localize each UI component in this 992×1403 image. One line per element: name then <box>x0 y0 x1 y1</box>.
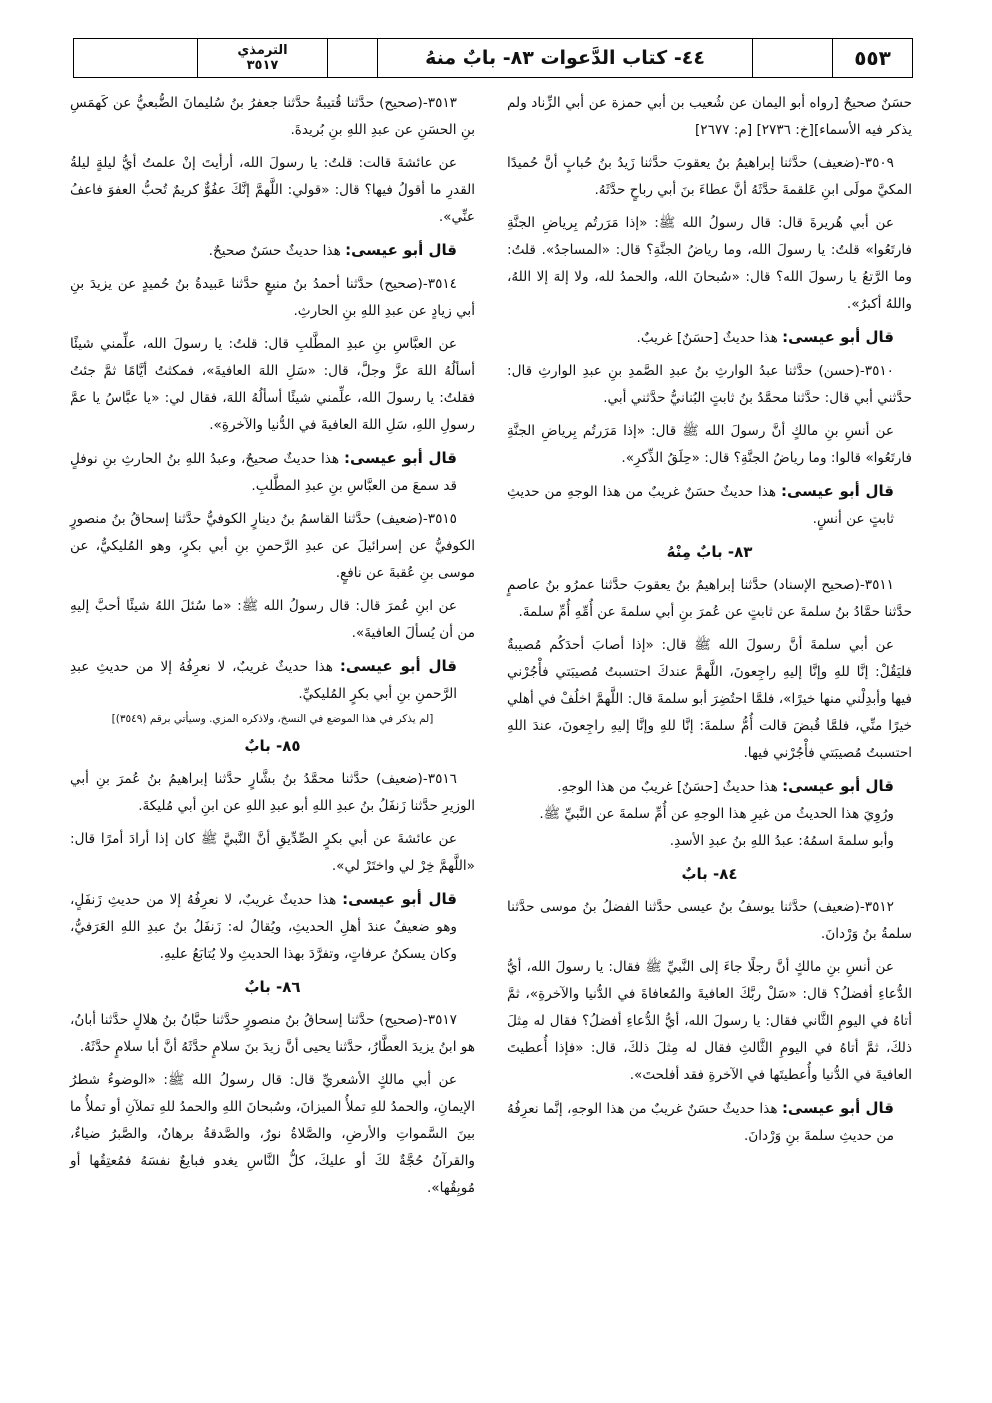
abu-isa-comment-3512 <box>507 1095 912 1150</box>
comment-text: هذا حديثٌ [حسَنٌ] غريبٌ من هذا الوجهِ. <box>557 779 778 795</box>
narration-note-1: ورُوِيَ هذا الحديثُ من غيرِ هذا الوجهِ عن أُمِّ سلمةَ عن النَّبيِّ ﷺ. <box>539 806 894 822</box>
header-empty-cell <box>752 39 832 77</box>
hadith-matn-3512: عن أنسِ بنِ مالكٍ أنَّ رجلًا جاءَ إلى النَّبيِّ ﷺ فقال: يا رسولَ الله، أيُّ الدُّعاءِ أفضلُ؟ قال: «سَلْ ربَّكَ العافيةَ والمُعافاةَ في الدُّنيا والآخرةِ»، ثمَّ أتاهُ في اليومِ الثَّاني فقال: يا رسولَ الله، أيُّ الدُّعاءِ أفضلُ؟ فقال له مِثلَ ذلكَ، ثمَّ أتاهُ في اليومِ الثَّالثِ فقال له مِثلَ ذلكَ، قال: «فإذا أُعطيتَ العافيةَ في الدُّنيا وأُعطيتَها في الآخرةِ فقد أفلحتَ». <box>507 959 912 1083</box>
abu-isa-label: قال أبو عيسى: <box>782 328 894 346</box>
abu-isa-label: قال أبو عيسى: <box>782 777 894 795</box>
chapter-heading-86: ٨٦- بابٌ <box>244 978 301 996</box>
hadith-isnad-3515: ٣٥١٥-(ضعيف) حدَّثنا القاسمُ بنُ دينارٍ الكوفيُّ حدَّثنا إسحاقُ بنُ منصورٍ الكوفيُّ عن إسرائيلَ عن عبدِ الرَّحمنِ بنِ أبي بكرٍ، وهو المُليكيُّ، عن موسى بنِ عُقبةَ عن نافعٍ. <box>70 511 475 581</box>
abu-isa-comment-3509 <box>507 324 912 352</box>
hadith-isnad-3511: ٣٥١١-(صحيح الإسناد) حدَّثنا إبراهيمُ بنُ يعقوبَ حدَّثنا عمرُو بنُ عاصمٍ حدَّثنا حمَّادُ بنُ سلمةَ عن ثابتٍ عن عُمرَ بنِ أبي سلمةَ عن أُمِّهِ أُمِّ سلمةَ. <box>507 577 912 620</box>
chapter-heading-84: ٨٤- بابٌ <box>681 865 738 883</box>
abu-isa-label: قال أبو عيسى: <box>342 890 457 908</box>
comment-text: هذا حديثٌ غريبٌ، لا نعرِفُهُ إلا من حديثِ زَنفَلٍ، وهو ضعيفٌ عندَ أهلِ الحديثِ، ويُقالُ له: زَنفَلُ بنُ عبدِ اللهِ العَرَفيُّ، وكان يسكنُ عرفاتٍ، وتفرَّدَ بهذا الحديثِ ولا يُتابَعُ عليهِ. <box>70 892 457 962</box>
reference-cell <box>197 39 327 77</box>
hadith-matn-3515: عن ابنِ عُمرَ قال: قال رسولُ الله ﷺ: «ما سُئلَ اللهُ شيئًا أحبَّ إليهِ من أن يُسألَ العافيةَ». <box>70 598 475 641</box>
chapter-heading-85: ٨٥- بابٌ <box>244 737 301 755</box>
abu-isa-comment-3511 <box>507 773 912 801</box>
hadith-matn-3513: عن عائشةَ قالت: قلتُ: يا رسولَ الله، أرأيتَ إنْ علمتُ أيُّ ليلةٍ ليلةُ القدرِ ما أقولُ فيها؟ قال: «قولي: اللَّهمَّ إنَّكَ عفُوٌّ كريمٌ تُحبُّ العفوَ فاعفُ عنِّي». <box>70 155 475 225</box>
hadith-matn-3509: عن أبي هُريرةَ قال: قال رسولُ الله ﷺ: «إذا مَرَرتُم بِرياضِ الجنَّةِ فارتَعُوا» قلتُ: يا رسولَ الله، وما رياضُ الجنَّةِ؟ قال: «المساجدُ». قلتُ: وما الرَّتعُ يا رسولَ الله؟ قال: «سُبحانَ الله، والحمدُ لله، ولا إلهَ إلا اللهُ، واللهُ أكبرُ». <box>507 215 912 312</box>
abu-isa-comment-3514 <box>70 445 475 500</box>
abu-isa-label: قال أبو عيسى: <box>339 657 457 675</box>
hadith-isnad-3513: ٣٥١٣-(صحيح) حدَّثنا قُتيبةُ حدَّثنا جعفرُ بنُ سُليمانَ الضُّبعيُّ عن كَهمَسِ بنِ الحسَنِ عن عبدِ اللهِ بنِ بُريدةَ. <box>70 95 475 138</box>
hadith-matn-3510: عن أنسِ بنِ مالكٍ أنَّ رسولَ الله ﷺ قال: «إذا مَرَرتُم بِرياضِ الجنَّةِ فارتَعُوا» قالوا: وما رياضُ الجنَّةِ؟ قال: «حِلَقُ الذِّكرِ». <box>507 423 912 466</box>
comment-text: هذا حديثٌ حسَنٌ غريبٌ من هذا الوجهِ، إنَّما نعرِفُهُ من حديثِ سلمةَ بنِ وَرْدانَ. <box>507 1101 894 1144</box>
hadith-matn-3516: عن عائشةَ عن أبي بكرٍ الصِّدِّيقِ أنَّ النَّبيَّ ﷺ كان إذا أرادَ أمرًا قال: «اللَّهمَّ خِرْ لي واختَرْ لي». <box>70 831 475 874</box>
abu-isa-comment-3516 <box>70 886 475 968</box>
abu-isa-comment-3515 <box>70 653 475 708</box>
hadith-isnad-3517: ٣٥١٧-(صحيح) حدَّثنا إسحاقُ بنُ منصورٍ حدَّثنا حبَّانُ بنُ هلالٍ حدَّثنا أبانُ، هو ابنُ يزيدَ العطَّارُ، حدَّثنا يحيى أنَّ زيدَ بنَ سلامٍ حدَّثَهُ أنَّ أبا سلامٍ حدَّثَهُ. <box>70 1012 475 1055</box>
narration-note-2: وأبو سلمةَ اسمُهُ: عبدُ اللهِ بنُ عبدِ الأسدِ. <box>669 833 894 849</box>
chapter-title: ٤٤- كتاب الدَّعوات ٨٣- بابٌ منهُ <box>377 39 752 77</box>
left-column <box>70 90 475 1208</box>
header-empty-cell <box>327 39 377 77</box>
page-number: ٥٥٣ <box>832 39 912 77</box>
chapter-heading-83: ٨٣- بابٌ مِنْهُ <box>666 543 753 561</box>
hadith-isnad-3516: ٣٥١٦-(ضعيف) حدَّثنا محمَّدُ بنُ بشَّارٍ حدَّثنا إبراهيمُ بنُ عُمرَ بنِ أبي الوزيرِ حدَّثنا زَنفَلُ بنُ عبدِ اللهِ أبو عبدِ اللهِ عن ابنِ أبي مُليكةَ. <box>70 771 475 814</box>
header-empty-cell <box>74 39 197 77</box>
abu-isa-comment-3510 <box>507 478 912 533</box>
abu-isa-comment-3513 <box>70 237 475 265</box>
page-header <box>73 38 913 78</box>
abu-isa-label: قال أبو عيسى: <box>345 241 457 259</box>
abu-isa-label: قال أبو عيسى: <box>780 482 894 500</box>
abu-isa-label: قال أبو عيسى: <box>343 449 457 467</box>
reference-book: الترمذي <box>237 43 288 58</box>
hadith-isnad-3509: ٣٥٠٩-(ضعيف) حدَّثنا إبراهيمُ بنُ يعقوبَ حدَّثنا زَيدُ بنُ حُبابٍ أنَّ حُميدًا المكيَّ مولَى ابنِ عَلقمةَ حدَّثَهُ أنَّ عطاءَ بنَ أبي رباحٍ حدَّثَهُ. <box>507 155 912 198</box>
editor-note: [لم يذكر في هذا الموضع في النسخ، ولاذكره المزي. وسيأتي برقم (٣٥٤٩)] <box>111 713 434 725</box>
comment-text: هذا حديثٌ حسَنٌ غريبٌ من هذا الوجهِ من حديثِ ثابتٍ عن أنسٍ. <box>507 484 894 527</box>
text-continuation: حسَنٌ صحيحٌ [رواه أبو اليمان عن شُعيب بن أبي حمزة عن أبي الزِّناد ولم يذكر فيه الأسماء][خ: ٢٧٣٦] [م: ٢٦٧٧] <box>507 95 912 138</box>
abu-isa-label: قال أبو عيسى: <box>781 1099 895 1117</box>
comment-text: هذا حديثٌ حسَنٌ صحيحٌ. <box>208 243 341 259</box>
hadith-isnad-3514: ٣٥١٤-(صحيح) حدَّثنا أحمدُ بنُ منيعٍ حدَّثنا عَبيدةُ بنُ حُميدٍ عن يزيدَ بنِ أبي زيادٍ عن عبدِ اللهِ بنِ الحارثِ. <box>70 276 475 319</box>
hadith-matn-3514: عن العبَّاسِ بنِ عبدِ المطَّلبِ قال: قلتُ: يا رسولَ الله، علِّمني شيئًا أسألُهُ اللهَ عزَّ وجلَّ، قال: «سَلِ اللهَ العافيةَ»، فمكثتُ أيَّامًا ثمَّ جئتُ فقلتُ: يا رسولَ الله، علِّمني شيئًا أسألُهُ اللهَ، فقال لي: «يا عبَّاسُ يا عمَّ رسولِ اللهِ، سَلِ اللهَ العافيةَ في الدُّنيا والآخرةِ». <box>70 336 475 433</box>
right-column <box>507 90 912 1156</box>
hadith-matn-3517: عن أبي مالكٍ الأشعريِّ قال: قال رسولُ الله ﷺ: «الوضوءُ شطرُ الإيمانِ، والحمدُ للهِ تملأُ الميزانَ، وسُبحانَ اللهِ والحمدُ للهِ تملآنِ أو تملأُ ما بينَ السَّمواتِ والأرضِ، والصَّلاةُ نورٌ، والصَّدقةُ برهانٌ، والصَّبرُ ضياءٌ، والقرآنُ حُجَّةٌ لكَ أو عليكَ، كلُّ النَّاسِ يغدو فبايعٌ نفسَهُ فمُعتِقُها أو مُوبِقُها». <box>70 1072 475 1196</box>
hadith-matn-3511: عن أبي سلمةَ أنَّ رسولَ الله ﷺ قال: «إذا أصابَ أحدَكُم مُصيبةٌ فليَقُلْ: إنَّا للهِ وإنَّا إليهِ راجِعونَ، اللَّهمَّ عندكَ احتسبتُ مُصيبَتي فأْجُرْني فيها وأبدِلْني منها خيرًا»، فلمَّا احتُضِرَ أبو سلمةَ قال: اللَّهمَّ اخلُفْ في أهلي خيرًا منِّي، فلمَّا قُبضَ قالت أُمُّ سلمةَ: إنَّا للهِ وإنَّا إليهِ راجِعونَ، عندَ اللهِ احتسبتُ مُصيبَتي فأْجُرْني فيها. <box>507 637 912 761</box>
hadith-isnad-3512: ٣٥١٢-(ضعيف) حدَّثنا يوسفُ بنُ عيسى حدَّثنا الفضلُ بنُ موسى حدَّثنا سلمةُ بنُ وَرْدانَ. <box>507 899 912 942</box>
comment-text: هذا حديثٌ [حسَنٌ] غريبٌ. <box>636 330 778 346</box>
reference-number: ٣٥١٧ <box>246 58 279 73</box>
comment-text: هذا حديثٌ صحيحٌ، وعبدُ اللهِ بنُ الحارثِ بنِ نوفلٍ قد سمعَ من العبَّاسِ بنِ عبدِ المطَّلبِ. <box>70 451 457 494</box>
hadith-isnad-3510: ٣٥١٠-(حسن) حدَّثنا عبدُ الوارثِ بنُ عبدِ الصَّمدِ بنِ عبدِ الوارثِ قال: حدَّثني أبي قال: حدَّثنا محمَّدُ بنُ ثابتٍ البُنانيُّ حدَّثني أبي. <box>507 363 912 406</box>
comment-text: هذا حديثٌ غريبٌ، لا نعرِفُهُ إلا من حديثِ عبدِ الرَّحمنِ بنِ أبي بكرٍ المُليكيِّ. <box>70 659 457 702</box>
